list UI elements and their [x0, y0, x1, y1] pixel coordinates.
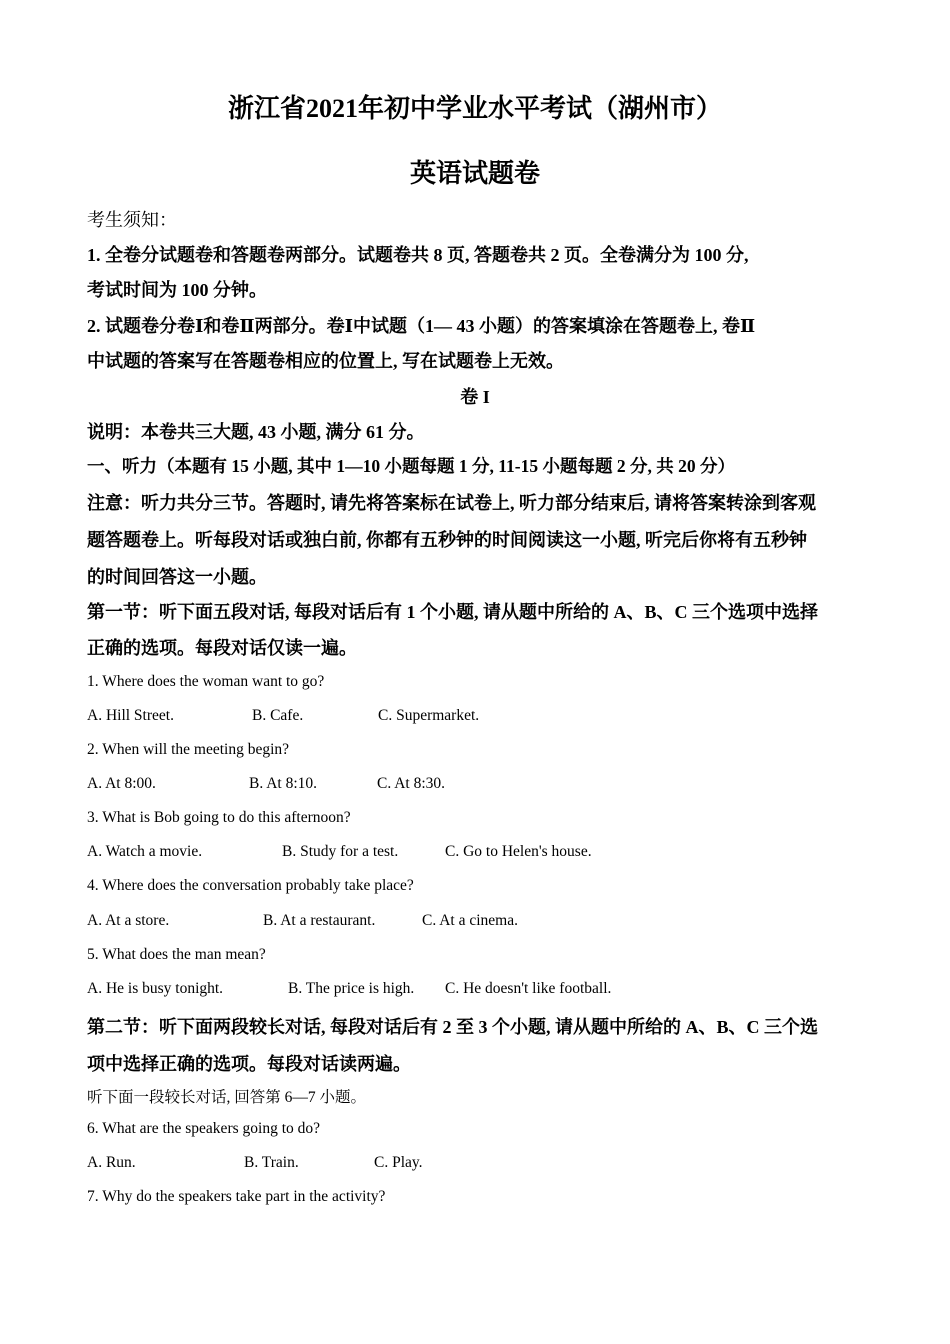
instruction-1-line-2: 考试时间为 100 分钟。 — [87, 280, 267, 300]
exam-subtitle: 英语试题卷 — [409, 159, 540, 188]
option-3b: B. Study for a test. — [282, 843, 399, 860]
option-5c: C. He doesn't like football. — [445, 980, 612, 997]
attention-line-1: 注意：听力共分三节。答题时, 请先将答案标在试卷上, 听力部分结束后, 请将答案转涂到客观 — [87, 493, 816, 513]
instruction-1-line-1: 1. 全卷分试题卷和答题卷两部分。试题卷共 8 页, 答题卷共 2 页。全卷满分为 100 分, — [87, 245, 749, 265]
instruction-2-line-2: 中试题的答案写在答题卷相应的位置上, 写在试题卷上无效。 — [87, 351, 564, 371]
section-heading: 一、听力（本题有 15 小题, 其中 1—10 小题每题 1 分, 11-15 小题每题 2 分, 共 20 分） — [87, 456, 735, 476]
option-1a: A. Hill Street. — [87, 707, 174, 724]
question-3: 3. What is Bob going to do this afternoon? — [87, 809, 351, 826]
option-3a: A. Watch a movie. — [87, 843, 203, 860]
option-3c: C. Go to Helen's house. — [445, 843, 592, 860]
part2-sub-note: 听下面一段较长对话, 回答第 6—7 小题。 — [87, 1089, 367, 1106]
instruction-2-line-1: 2. 试题卷分卷Ⅰ和卷Ⅱ两部分。卷Ⅰ中试题（1— 43 小题）的答案填涂在答题卷上, 卷Ⅱ — [87, 316, 756, 336]
exam-title: 浙江省2021年初中学业水平考试（湖州市） — [227, 94, 722, 123]
attention-line-2: 题答题卷上。听每段对话或独白前, 你都有五秒钟的时间阅读这一小题, 听完后你将有五秒钟 — [87, 530, 807, 550]
question-6: 6. What are the speakers going to do? — [87, 1120, 320, 1137]
attention-line-3: 的时间回答这一小题。 — [87, 567, 267, 587]
option-5b: B. The price is high. — [288, 980, 415, 997]
part2-heading-line-2: 项中选择正确的选项。每段对话读两遍。 — [87, 1054, 411, 1074]
question-5: 5. What does the man mean? — [87, 946, 266, 963]
option-1c: C. Supermarket. — [378, 707, 480, 724]
volume-note: 说明：本卷共三大题, 43 小题, 满分 61 分。 — [87, 422, 425, 442]
question-4: 4. Where does the conversation probably take place? — [87, 877, 414, 894]
option-4b: B. At a restaurant. — [263, 912, 376, 929]
question-2: 2. When will the meeting begin? — [87, 741, 290, 758]
option-4c: C. At a cinema. — [422, 912, 518, 929]
option-6c: C. Play. — [374, 1154, 423, 1171]
instructions-heading: 考生须知： — [87, 210, 177, 230]
part2-heading-line-1: 第二节：听下面两段较长对话, 每段对话后有 2 至 3 个小题, 请从题中所给的 A、B、C 三个选 — [87, 1017, 819, 1037]
volume-label: 卷 I — [460, 387, 490, 407]
question-7: 7. Why do the speakers take part in the activity? — [87, 1188, 386, 1205]
part1-heading-line-1: 第一节：听下面五段对话, 每段对话后有 1 个小题, 请从题中所给的 A、B、C 三个选项中选择 — [87, 602, 819, 622]
option-6a: A. Run. — [87, 1154, 136, 1171]
option-5a: A. He is busy tonight. — [87, 980, 224, 997]
question-1: 1. Where does the woman want to go? — [87, 673, 325, 690]
option-2b: B. At 8:10. — [249, 775, 318, 792]
option-6b: B. Train. — [244, 1154, 299, 1171]
option-4a: A. At a store. — [87, 912, 170, 929]
option-1b: B. Cafe. — [252, 707, 304, 724]
part1-heading-line-2: 正确的选项。每段对话仅读一遍。 — [87, 638, 357, 658]
option-2a: A. At 8:00. — [87, 775, 156, 792]
option-2c: C. At 8:30. — [377, 775, 446, 792]
